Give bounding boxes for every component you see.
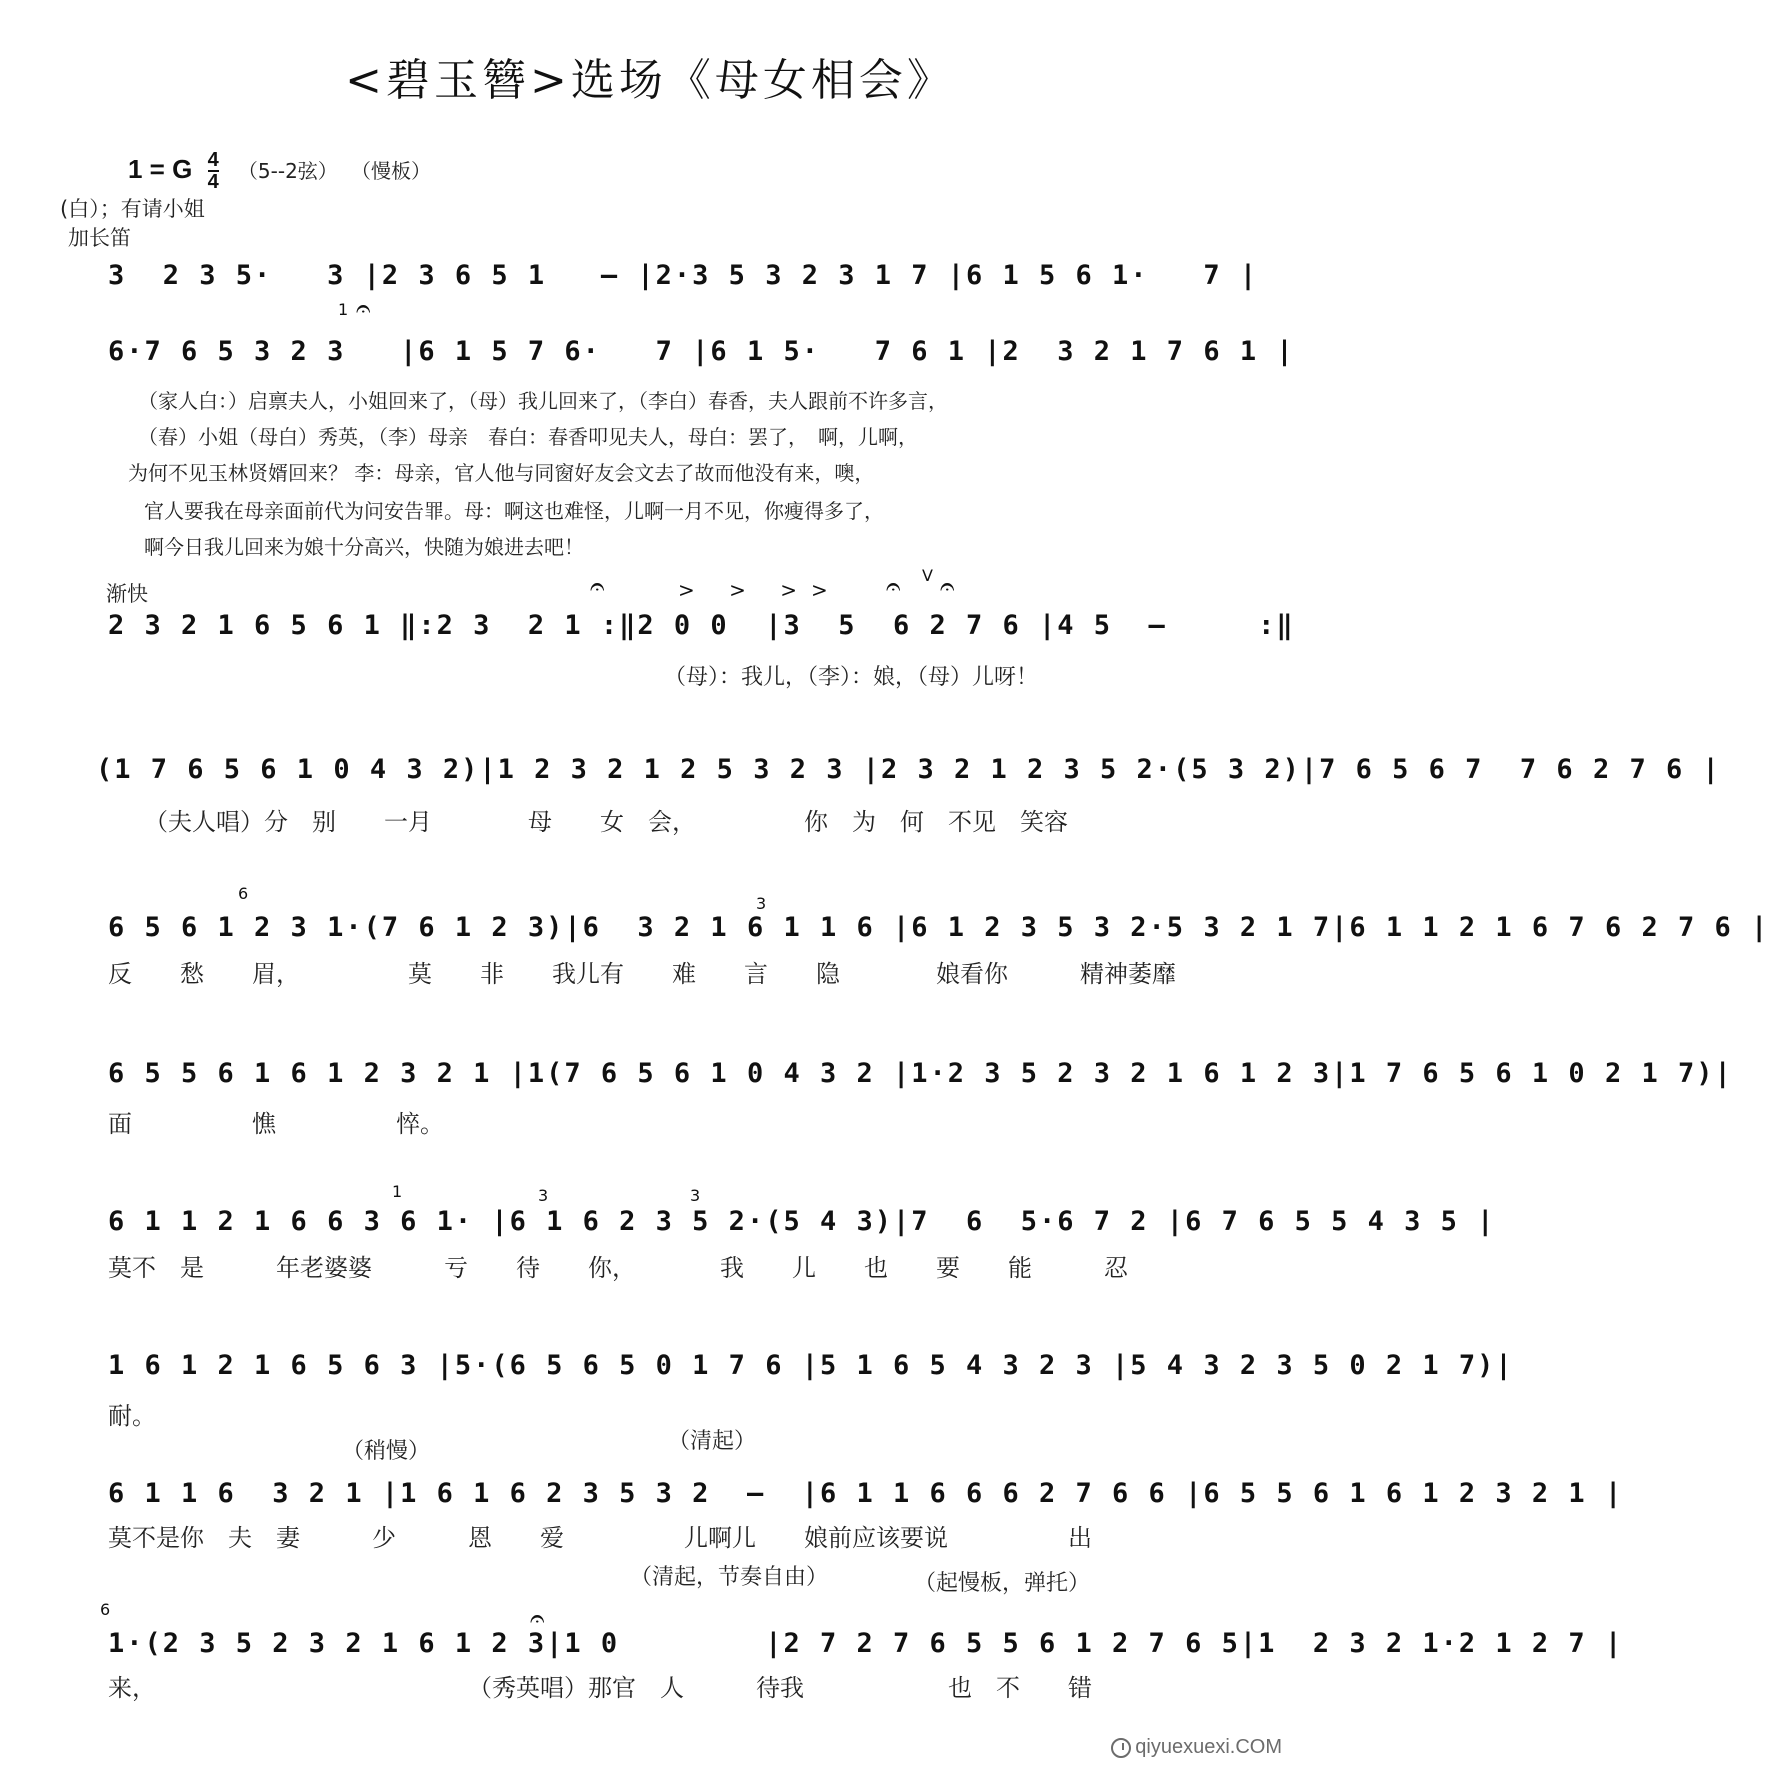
fermata-icon: 𝄐: [886, 572, 901, 602]
lyrics-row-9: 莫不是你 夫 妻 少 恩 爱 儿啊儿 娘前应该要说 出: [108, 1524, 1092, 1552]
tempo-qimanban: （起慢板，弹托）: [914, 1571, 1091, 1596]
time-signature-bottom: 4: [207, 171, 219, 193]
notation-row-9: 6 1 1 6 3 2 1 |1 6 1 6 2 3 5 3 2 – |6 1 1 6 6 6 2 7 6 6 |6 5 5 6 1 6 1 2 3 2 1 |: [108, 1478, 1624, 1509]
row3-dialogue: （母）：我儿，（李）：娘，（母）儿呀！: [664, 665, 1039, 690]
notation-row-8: 1 6 1 2 1 6 5 6 3 |5·(6 5 6 5 0 1 7 6 |5 1 6 5 4 3 2 3 |5 4 3 2 3 5 0 2 1 7)|: [108, 1350, 1514, 1381]
fermata-icon: 𝄐: [530, 1604, 545, 1634]
watermark-text: qiyuexuexi.COM: [1135, 1736, 1282, 1758]
grace-three-c: 3: [690, 1186, 701, 1205]
tempo-qingqi-free: （清起，节奏自由）: [630, 1565, 829, 1590]
tempo-qingqi: （清起）: [668, 1429, 757, 1454]
lyrics-row-4: （夫人唱）分 别 一月 母 女 会， 你 为 何 不见 笑容: [108, 808, 1068, 836]
grace-three-b: 3: [538, 1186, 549, 1205]
notation-row-7: 6 1 1 2 1 6 6 3 6 1· |6 1 6 2 3 5 2·(5 4 3)|7 6 5·6 7 2 |6 7 6 5 5 4 3 5 |: [108, 1206, 1496, 1237]
dialogue-line-5: 啊今日我儿回来为娘十分高兴，快随为娘进去吧！: [144, 535, 584, 559]
grace-three: 3: [756, 894, 767, 913]
instrument-label: 加长笛: [68, 226, 131, 250]
grace-six: 6: [238, 884, 249, 903]
time-signature: [208, 150, 219, 192]
dialogue-line-3: 为何不见玉林贤婿回来？ 李：母亲，官人他与同窗好友会文去了故而他没有来，噢，: [128, 461, 875, 485]
key-signature: [128, 150, 431, 192]
accent-marks: > > >>: [678, 578, 842, 602]
time-signature-top: 4: [207, 149, 219, 171]
tempo-label: （慢板）: [351, 158, 432, 183]
accelerando-label: 渐快: [106, 582, 148, 606]
fermata-icon: 𝄐: [590, 572, 605, 602]
notation-row-1: 3 2 3 5· 3 |2 3 6 5 1 – |2·3 5 3 2 3 1 7 |6 1 5 6 1· 7 |: [108, 260, 1259, 291]
notation-row-3: 2 3 2 1 6 5 6 1 ‖:2 3 2 1 :‖2 0 0 |3 5 6 2 7 6 |4 5 – :‖: [108, 610, 1295, 641]
notation-row-10: 1·(2 3 5 2 3 2 1 6 1 2 3|1 0 |2 7 2 7 6 5 5 6 1 2 7 6 5|1 2 3 2 1·2 1 2 7 |: [108, 1628, 1624, 1659]
key-label: 1 = G: [128, 153, 193, 184]
spoken-line: (白）；有请小姐: [60, 197, 205, 221]
lyrics-row-7: 莫不 是 年老婆婆 亏 待 你， 我 儿 也 要 能 忍: [108, 1254, 1128, 1282]
strings-label: （5--2弦）: [237, 158, 338, 183]
dialogue-line-2: （春）小姐（母白）秀英，（李）母亲 春白：春香叩见夫人，母白：罢了， 啊，儿啊，: [138, 425, 918, 449]
notation-row-6: 6 5 5 6 1 6 1 2 3 2 1 |1(7 6 5 6 1 0 4 3 2 |1·2 3 5 2 3 2 1 6 1 2 3|1 7 6 5 6 1 0 2 1 7)|: [108, 1058, 1733, 1089]
notation-row-5: 6 5 6 1 2 3 1·(7 6 1 2 3)|6 3 2 1 6 1 1 6 |6 1 2 3 5 3 2·5 3 2 1 7|6 1 1 2 1 6 7 6 2 7 6 |: [108, 912, 1769, 943]
dialogue-line-4: 官人要我在母亲面前代为问安告罪。母：啊这也难怪，儿啊一月不见，你瘦得多了，: [144, 499, 884, 523]
lyrics-row-10: 来， （秀英唱）那官 人 待我 也 不 错: [108, 1674, 1092, 1702]
fermata-icon: 𝄐: [356, 294, 371, 324]
lyrics-row-6: 面 憔 悴。: [108, 1110, 444, 1138]
tempo-shaoman: （稍慢）: [342, 1439, 431, 1464]
notation-row-2: 6·7 6 5 3 2 3 |6 1 5 7 6· 7 |6 1 5· 7 6 1 |2 3 2 1 7 6 1 |: [108, 336, 1295, 367]
fermata-icon: 𝄐: [940, 572, 955, 602]
grace-one: 1: [392, 1182, 403, 1201]
lyrics-row-8: 耐。: [108, 1402, 156, 1430]
lyrics-row-5: 反 愁 眉， 莫 非 我儿有 难 言 隐 娘看你 精神萎靡: [108, 960, 1176, 988]
watermark-icon: [1111, 1738, 1131, 1758]
dialogue-line-1: （家人白：）启禀夫人，小姐回来了，（母）我儿回来了，（李白）春香，夫人跟前不许多言，: [138, 389, 948, 413]
score-title: <碧玉簪>选场《母女相会》: [345, 55, 955, 106]
notation-row-4: (1 7 6 5 6 1 0 4 3 2)|1 2 3 2 1 2 5 3 2 3 |2 3 2 1 2 3 5 2·(5 3 2)|7 6 5 6 7 7 6 2 7 6 |: [96, 754, 1721, 785]
grace-six-b: 6: [100, 1600, 111, 1619]
breath-mark-one: 1: [338, 300, 349, 319]
watermark: [1111, 1736, 1282, 1759]
breath-mark-v: V: [922, 566, 933, 585]
